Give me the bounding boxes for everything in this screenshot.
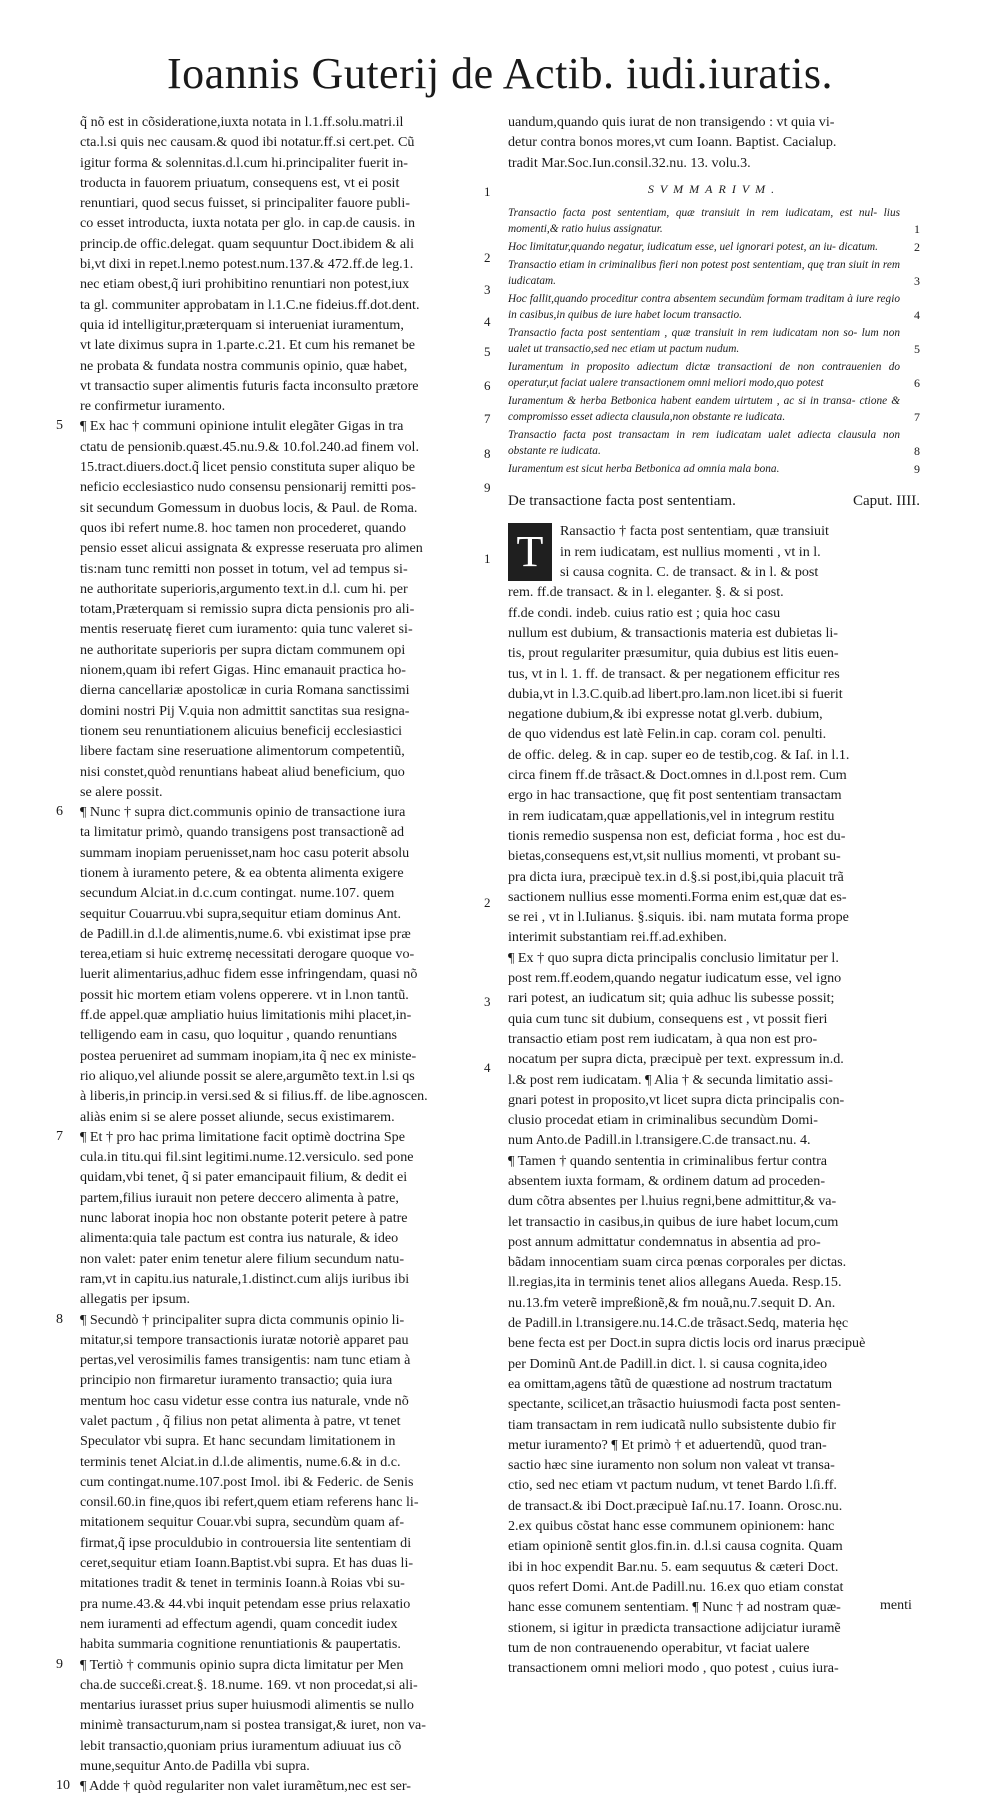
text-line: igitur forma & solennitas.d.l.cum hi.principaliter fuerit in- xyxy=(80,154,408,171)
text-line: ¶ Et † pro hac prima limitatione facit optimè doctrina Spe xyxy=(80,1128,405,1145)
text-line: princip.de offic.delegat. quam sequuntur Doct.ibidem & ali xyxy=(80,235,414,252)
text-line: ibi in hoc expendit Bar.nu. 5. eam sequutus & cæteri Doct. xyxy=(508,1558,839,1575)
text-line: co esset introducta, iuxta notata per glo. in cap.de causis. in xyxy=(80,215,416,232)
text-line: possit hic mortem etiam volens opperere. vt in l.non tantũ. xyxy=(80,986,409,1003)
text-line: non valet: pater enim tenetur alere filium secundum natu- xyxy=(80,1250,405,1267)
text-line: de Padill.in l.transigere.nu.14.C.de trãsact.Sedq, materia hęc xyxy=(508,1315,849,1332)
text-line: mitatur,si tempore transactionis iuratæ notoriè apparet pau xyxy=(80,1331,409,1348)
paragraph xyxy=(56,1127,488,1310)
text-line: transactionem omni meliori modo , quo potest , cuius iura- xyxy=(508,1660,839,1677)
text-line: ne authoritate superioris,argumento text.in d.l. cum hi. per xyxy=(80,580,408,597)
summary-number: 2 xyxy=(914,240,920,255)
margin-number: 8 xyxy=(484,446,491,461)
text-line: quos refert Domi. Ant.de Padill.nu. 16.ex quo etiam constat xyxy=(508,1578,844,1595)
text-line: spectante, scilicet,an trãsactio huiusmodi facta post senten- xyxy=(508,1396,841,1413)
summary-number: 8 xyxy=(914,444,920,459)
summary-text: Hoc fallit,quando proceditur contra absentem secundùm formam traditam à iure regio in casibus,in quibus de iure habet locum transactio. xyxy=(508,293,900,322)
summary-text: Transactio facta post sententiam, quæ transiuit in rem iudicatam, est nul- lius momenti,& ratio huius assignatur. xyxy=(508,207,900,236)
text-line: post annum admittatur condemnatus in absentia ad pro- xyxy=(508,1233,821,1250)
text-line: rio aliquo,vel aliunde possit se alere,argumẽto text.in l.si qs xyxy=(80,1067,415,1084)
text-line: libere factam sine reseruatione alimentorum competentiũ, xyxy=(80,743,405,760)
chapter-label: Caput. IIII. xyxy=(852,493,920,510)
text-line: ergo in hac transactione, quę fit post sententiam transactam xyxy=(508,787,842,804)
text-line: dum cõtra absentes per l.huius regni,bene admittitur,& va- xyxy=(508,1193,837,1210)
left-column xyxy=(56,112,488,1797)
text-line: luerit alimentarius,adhuc fidem esse infringendam, quasi nõ xyxy=(80,966,418,983)
text-line: quia cum tunc sit dubium, consequens est , vt possit fieri xyxy=(508,1010,828,1027)
text-line: Speculator vbi supra. Et hanc secundam limitationem in xyxy=(80,1433,396,1450)
text-line: mentarius iurasset prius super huiusmodi alimentis se nullo xyxy=(80,1697,414,1714)
text-line: ne probata & fundata nostra communis opinio, quæ habet, xyxy=(80,357,408,374)
text-line: Ransactio † facta post sententiam, quæ transiuit xyxy=(560,523,829,540)
paragraph xyxy=(508,1151,920,1679)
text-line: q̃ nõ est in cõsideratione,iuxta notata in l.1.ff.solu.matri.il xyxy=(80,114,404,130)
text-line: negatione dubium,& ibi expresse notat gl.verb. dubium, xyxy=(508,706,823,723)
text-line: ¶ Adde † quòd regulariter non valet iuramẽtum,nec est ser- xyxy=(80,1778,411,1795)
text-line: detur contra bonos mores,vt cum Ioann. Baptist. Cacialup. xyxy=(508,134,837,151)
chapter-heading xyxy=(508,491,920,511)
text-line: principio non firmaretur iuramento transactio; quia iura xyxy=(80,1372,393,1389)
text-line: bene fecta est per Doct.in supra dictis locis ord inarus præcipuè xyxy=(508,1335,866,1352)
paragraph xyxy=(508,948,920,1151)
text-line: transactio etiam post rem iudicatam, à qua non est pro- xyxy=(508,1030,818,1047)
text-line: mentum hoc casu videtur esse contra ius naturale, vnde nõ xyxy=(80,1392,409,1409)
text-line: aliàs enim si se alere posset aliunde, secus existimarem. xyxy=(80,1108,395,1125)
text-line: tis, prout regulariter præsumitur, quia dubius est litis euen- xyxy=(508,645,839,662)
summary-number: 4 xyxy=(914,308,920,323)
text-line: ta limitatur primò, quando transigens post transactionẽ ad xyxy=(80,824,405,841)
text-line: let transactio in casibus,in quibus de iure habet locum,cum xyxy=(508,1213,839,1230)
margin-number: 2 xyxy=(484,250,491,265)
text-line: stionem, si igitur in prædicta transactione adijciatur iuramẽ xyxy=(508,1619,841,1636)
summary-text: Hoc limitatur,quando negatur, iudicatum esse, uel ignorari potest, an iu- dicatum. xyxy=(508,241,878,254)
text-line: ta gl. communiter approbatam in l.1.C.ne fideius.ff.dot.dent. xyxy=(80,296,420,313)
right-column xyxy=(508,112,920,1678)
text-line: tis:nam tunc remitti non posset in totum, vel ad tempus si- xyxy=(80,560,408,577)
text-line: sactio hæc sine iuramento non solum non valeat vt transa- xyxy=(508,1457,835,1474)
summary-number: 1 xyxy=(914,222,920,237)
summary-number: 7 xyxy=(914,410,920,425)
text-line: absentem iuxta formam, & ordinem datum ad proceden- xyxy=(508,1172,826,1189)
summary-item xyxy=(508,291,920,323)
text-line: nem iuramenti ad effectum agendi, quam concedit iudex xyxy=(80,1615,398,1632)
text-line: ¶ Ex hac † communi opinione intulit elegãter Gigas in tra xyxy=(80,418,404,435)
text-line: minimè transacturum,nam si postea transigat,& iuret, non va- xyxy=(80,1717,426,1734)
text-line: sequitur Couarruu.vbi supra,sequitur etiam dominus Ant. xyxy=(80,905,401,922)
text-line: uandum,quando quis iurat de non transigendo : vt quia vi- xyxy=(508,114,835,130)
summary-text: Iuramentum & herba Betbonica habent eandem uirtutem , ac si in transa- ctione & compromisso esset adiecta clausula,non obstante re iudicata. xyxy=(508,395,900,424)
paragraph xyxy=(56,802,488,1127)
summary-number: 5 xyxy=(914,342,920,357)
text-line: renuntiari, quod secus fuisset, si principaliter fauore publi- xyxy=(80,195,410,212)
paragraph xyxy=(56,1655,488,1777)
text-line: cum contingat.nume.107.post Imol. ibi & Federic. de Senis xyxy=(80,1473,414,1490)
text-line: tus, vt in l. 1. ff. de transact. & per negationem efficitur res xyxy=(508,665,840,682)
text-line: mitationem sequitur Couar.vbi supra, secundùm quam af- xyxy=(80,1514,405,1531)
text-line: ¶ Nunc † supra dict.communis opinio de transactione iura xyxy=(80,804,406,821)
summary-item xyxy=(508,257,920,289)
margin-number: 4 xyxy=(484,1060,491,1075)
text-line: nec etiam obest,q̃ iuri prohibitino renuntiari non potest,iux xyxy=(80,276,410,293)
margin-number: 9 xyxy=(484,480,491,495)
text-line: ceret,sequitur etiam Ioann.Baptist.vbi supra. Et has duas li- xyxy=(80,1555,414,1572)
summary-item xyxy=(508,427,920,459)
text-line: re confirmetur iuramento. xyxy=(80,398,226,415)
chapter-body xyxy=(508,521,920,947)
text-line: bi,vt dixi in repet.l.nemo potest.num.137.& 472.ff.de leg.1. xyxy=(80,256,414,273)
summary-text: Iuramentum in proposito adiectum dictæ transactioni de non contrauenien do operatur,ut faciat ualere transactionem omni meliori modo,quo potest xyxy=(508,361,900,390)
summary-number: 6 xyxy=(914,376,920,391)
text-line: ram,vt in capitu.ius naturale,1.distinct.cum alijs iuribus ibi xyxy=(80,1270,410,1287)
margin-number: 3 xyxy=(484,282,491,297)
page-title: Ioannis Guterij de Actib. iudi.iuratis. xyxy=(167,49,833,98)
text-line: summam inopiam peruenisset,nam hoc casu poterit absolu xyxy=(80,844,410,861)
text-line: bietas,consequens est,vt,sit nullius momenti, vt probant su- xyxy=(508,848,841,865)
paragraph-number: 5 xyxy=(56,418,63,434)
text-line: terea,etiam si huic extremę necessitati derogare quoque vo- xyxy=(80,946,415,963)
text-line: pra nume.43.& 44.vbi inquit petendam esse prius relaxatio xyxy=(80,1595,411,1612)
text-line: circa finem ff.de trãsact.& Doct.omnes in d.l.post rem. Cum xyxy=(508,767,847,784)
text-line: firmat,q̃ ipse proculdubio in controuersia lite sententiam di xyxy=(80,1534,412,1551)
text-line: nunc laborat inopia hoc non obstante poterit petere à patre xyxy=(80,1210,408,1227)
text-line: ll.regias,ita in terminis tenet alios allegans Aueda. Resp.15. xyxy=(508,1274,842,1291)
text-line: quos ibi refert nume.8. hoc tamen non procederet, quando xyxy=(80,519,407,536)
margin-number: 5 xyxy=(484,344,491,359)
paragraph-number: 6 xyxy=(56,804,63,820)
text-line: dierna cancellariæ apostolicæ in curia Romana sanctissimi xyxy=(80,682,410,699)
text-line: pensio esset alicui assignata & expresse reseruata pro alimen xyxy=(80,540,423,557)
text-line: 15.tract.diuers.doct.q̃ licet pensio constituta super aliquo be xyxy=(80,459,416,476)
text-line: num Anto.de Padill.in l.transigere.C.de transact.nu. 4. xyxy=(508,1132,811,1149)
summary-text: Iuramentum est sicut herba Betbonica ad omnia mala bona. xyxy=(508,463,780,476)
text-line: metur iuramento? ¶ Et primò † et aduertendũ, quod tran- xyxy=(508,1436,827,1453)
text-line: cha.de succeßi.creat.§. 18.nume. 169. vt non procedat,si ali- xyxy=(80,1676,418,1693)
margin-number: 2 xyxy=(484,895,491,910)
text-line: terminis tenet Alciat.in d.l.de alimentis, nume.6.& in d.c. xyxy=(80,1453,401,1470)
summary-item xyxy=(508,205,920,237)
text-line: tionem à iuramento petere, & ea obtenta alimenta exigere xyxy=(80,864,404,881)
summary-item xyxy=(508,393,920,425)
text-line: gnari potest in proposito,vt licet supra dicta principalis con- xyxy=(508,1091,845,1108)
text-line: habita summaria cognitione renuntiationis & paupertatis. xyxy=(80,1636,401,1653)
text-line: clusio procedat etiam in criminalibus secundùm Domi- xyxy=(508,1112,818,1129)
text-line: tiam transactam in rem iudicatã nullo subsistente dubio fir xyxy=(508,1416,836,1433)
text-line: ¶ Tamen † quando sententia in criminalibus fertur contra xyxy=(508,1152,828,1169)
summary-text: Transactio etiam in criminalibus fieri non potest post sententiam, quę tran siuit in rem iudicatam. xyxy=(508,259,900,288)
summary-number: 9 xyxy=(914,462,920,477)
text-line: quidam,vbi tenet, q̃ si pater emancipauit filium, & dedit ei xyxy=(80,1169,408,1186)
paragraph-number: 8 xyxy=(56,1311,63,1327)
text-line: ¶ Secundò † principaliter supra dicta communis opinio li- xyxy=(80,1311,405,1328)
text-line: ctatu de pensionib.quæst.45.nu.9.& 10.fol.240.ad finem vol. xyxy=(80,438,419,455)
summary-item xyxy=(508,461,920,477)
text-line: in rem iudicatam, est nullius momenti , vt in l. xyxy=(560,543,821,560)
text-line: troducta in fauorem priuatum, consequens est, vt ei posit xyxy=(80,174,400,191)
summary-heading: SVMMARIVM. xyxy=(647,181,781,196)
text-line: tum de non contrauenendo operabitur, vt faciat ualere xyxy=(508,1639,810,1656)
text-line: si causa cognita. C. de transact. & in l. & post xyxy=(560,564,819,581)
text-line: interimit substantiam rei.ff.ad.exhiben. xyxy=(508,929,727,946)
text-line: cta.l.si quis nec causam.& quod ibi notatur.ff.si cert.pet. Cũ xyxy=(80,134,415,151)
text-line: mune,sequitur Anto.de Padilla vbi supra. xyxy=(80,1758,310,1775)
text-line: 2.ex quibus cõstat hanc esse communem opinionem: hanc xyxy=(508,1518,835,1535)
margin-number: 4 xyxy=(484,314,491,329)
text-line: tionem seu renuntiationem alicuius beneficij ecclesiastici xyxy=(80,722,403,739)
text-line: ne authoritate superioris per supra dictam communem opi xyxy=(80,641,406,658)
text-line: pra dicta iura, præcipuè tex.in d.§.si post,ibi,quia placuit trã xyxy=(508,868,844,885)
text-line: hanc esse comunem sententiam. ¶ Nunc † ad nostram quæ- xyxy=(508,1599,841,1616)
text-line: ff.de condi. indeb. cuius ratio est ; quia hoc casu xyxy=(508,604,781,621)
text-line: tionis remedio suspensa non est, deficiat forma , hoc est du- xyxy=(508,827,846,844)
text-line: ¶ Tertiò † communis opinio supra dicta limitatur per Men xyxy=(80,1656,404,1673)
paragraph xyxy=(56,1776,488,1796)
summary-item xyxy=(508,359,920,391)
text-line: nullum est dubium, & transactionis materia est dubietas li- xyxy=(508,624,838,641)
text-line: sactionem nullius esse momenti.Forma enim est,quæ dat es- xyxy=(508,888,847,905)
text-line: rari potest, an iudicatum sit; quia adhuc lis subesse possit; xyxy=(508,990,835,1007)
text-line: mitationes tradit & tenet in terminis Ioann.à Roias vbi su- xyxy=(80,1575,405,1592)
text-line: quia id intelligitur,præterquam si interueniat iuramentum, xyxy=(80,316,404,333)
text-line: tradit Mar.Soc.Iun.consil.32.nu. 13. volu.3. xyxy=(508,154,751,171)
text-line: domini nostri Pij V.quia non admittit sanctitas sua resigna- xyxy=(80,702,410,719)
text-line: allegatis per ipsum. xyxy=(80,1291,190,1308)
text-line: nocatum per supra dicta, præcipuè per text. expressum in.d. xyxy=(508,1051,844,1068)
text-line: postea perueniret ad summam inopiam,ita q̃ nec ex ministe- xyxy=(80,1047,417,1064)
catchword: menti xyxy=(880,1598,912,1613)
text-line: dubia,vt in l.3.C.quib.ad libert.pro.lam.non licet.ibi si fuerit xyxy=(508,685,843,702)
text-line: ¶ Ex † quo supra dicta principalis conclusio limitatur per l. xyxy=(508,949,839,966)
margin-number: 7 xyxy=(484,411,491,426)
text-line: totam,Præterquam si remissio supra dicta pensionis pro ali- xyxy=(80,601,415,618)
text-line: post rem.ff.eodem,quando negatur iudicatum esse, vel igno xyxy=(508,970,842,987)
text-line: vt late diximus supra in 1.parte.c.21. Et cum his remanet be xyxy=(80,337,416,354)
text-line: l.& post rem iudicatam. ¶ Alia † & secunda limitatio assi- xyxy=(508,1071,834,1088)
summary-item xyxy=(508,325,920,357)
text-line: sit secundum Gomessum in duobus locis, & Paul. de Roma. xyxy=(80,499,418,516)
text-line: de offic. deleg. & in cap. super eo de testib,cog. & Iaſ. in l.1. xyxy=(508,746,850,763)
text-line: valet pactum , q̃ filius non petat alimenta à patre, vt tenet xyxy=(80,1413,401,1429)
text-line: neficio ecclesiastico nudo consensu pensionarij remitti pos- xyxy=(80,479,416,496)
text-line: mentis reseruatę fieret cum iuramento: quia tunc valeret si- xyxy=(80,621,413,638)
paragraph-number: 9 xyxy=(56,1656,63,1672)
text-line: de Padill.in d.l.de alimentis,nume.6. vbi existimat ipse præ xyxy=(80,925,411,942)
decorated-initial: T xyxy=(508,523,552,581)
paragraph-number: 7 xyxy=(56,1128,63,1144)
paragraph-number: 10 xyxy=(56,1778,70,1794)
text-line: ff.de appel.quæ ampliatio huius limitationis mihi placet,in- xyxy=(80,1007,412,1024)
text-line: nu.13.fm veterẽ impreßionẽ,& fm nouã,nu.7.sequit D. An. xyxy=(508,1294,836,1311)
margin-number: 1 xyxy=(484,551,491,566)
margin-number: 1 xyxy=(484,184,491,199)
text-line: se alere possit. xyxy=(80,783,163,800)
margin-number: 3 xyxy=(484,994,491,1009)
text-line: alimenta:quia tale pactum est contra ius naturale, & ideo xyxy=(80,1230,399,1247)
text-line: ctio, sed nec etiam vt pactum nudum, vt tenet Bardo l.ſi.ff. xyxy=(508,1477,837,1494)
text-line: telligendo eam in casu, quo loquitur , quando renuntians xyxy=(80,1027,398,1044)
text-line: se rei , vt in l.Iulianus. §.siquis. ibi. nam mutata forma prope xyxy=(508,909,849,926)
margin-number: 6 xyxy=(484,378,491,393)
text-line: partem,filius iurauit non petere deccero alimenta à patre, xyxy=(80,1189,399,1206)
text-line: rem. ff.de transact. & in l. eleganter. §. & si post. xyxy=(508,584,784,601)
text-line: secundum Alciat.in d.c.cum contingat. nume.107. quem xyxy=(80,885,395,902)
summary-item xyxy=(508,239,920,255)
summary-text: Transactio facta post transactam in rem iudicatam ualet adiecta clausula non obstante re iudicata. xyxy=(508,429,900,458)
chapter-title: De transactione facta post sententiam. xyxy=(508,493,736,510)
text-line: nionem,quam ibi refert Gigas. Hinc emanauit practica ho- xyxy=(80,662,406,679)
paragraph xyxy=(56,416,488,802)
text-line: bãdam innocentiam suam circa pœnas corporales per dictas. xyxy=(508,1254,847,1271)
text-line: de transact.& ibi Doct.præcipuè Iaſ.nu.17. Ioann. Orosc.nu. xyxy=(508,1497,843,1514)
summary-text: Transactio facta post sententiam , quæ transiuit in rem iudicatam non so- lum non ualet ut transactio,sed nec etiam ut pactum nudum. xyxy=(508,327,900,356)
text-line: vt transactio super alimentis futuris facta inconsulto prætore xyxy=(80,377,419,394)
text-line: cula.in titu.qui fil.sint legitimi.nume.12.versiculo. sed pone xyxy=(80,1149,414,1166)
text-line: in rem iudicatam,quæ appellationis,vel in integrum restitu xyxy=(508,807,835,824)
text-line: consil.60.in fine,quos ibi refert,quem etiam referens hanc li- xyxy=(80,1494,419,1511)
text-line: de quo videndus est latè Felin.in cap. coram col. penulti. xyxy=(508,726,827,743)
paragraph xyxy=(56,1310,488,1655)
summary-list xyxy=(508,205,920,477)
text-line: à liberis,in princip.in versi.sed & si filius.ff. de libe.agnoscen. xyxy=(80,1088,428,1105)
summary-number: 3 xyxy=(914,274,920,289)
text-line: per Dominũ Ant.de Padill.in dict. l. si causa cognita,ideo xyxy=(508,1355,828,1372)
text-line: nisi constet,quòd renuntians habeat aliud beneficium, quo xyxy=(80,763,405,780)
text-line: pertas,vel verosimilis fames transigentis: nam tunc etiam à xyxy=(80,1352,411,1369)
text-line: ea omittam,agens tãtũ de quæstione ad nostrum tractatum xyxy=(508,1375,833,1392)
text-line: lebit transactio,quoniam prius iuramentum adiuuat ius cõ xyxy=(80,1737,402,1754)
text-line: etiam opinionẽ sentit glos.fin.in. d.l.si causa cognita. Quam xyxy=(508,1538,843,1555)
